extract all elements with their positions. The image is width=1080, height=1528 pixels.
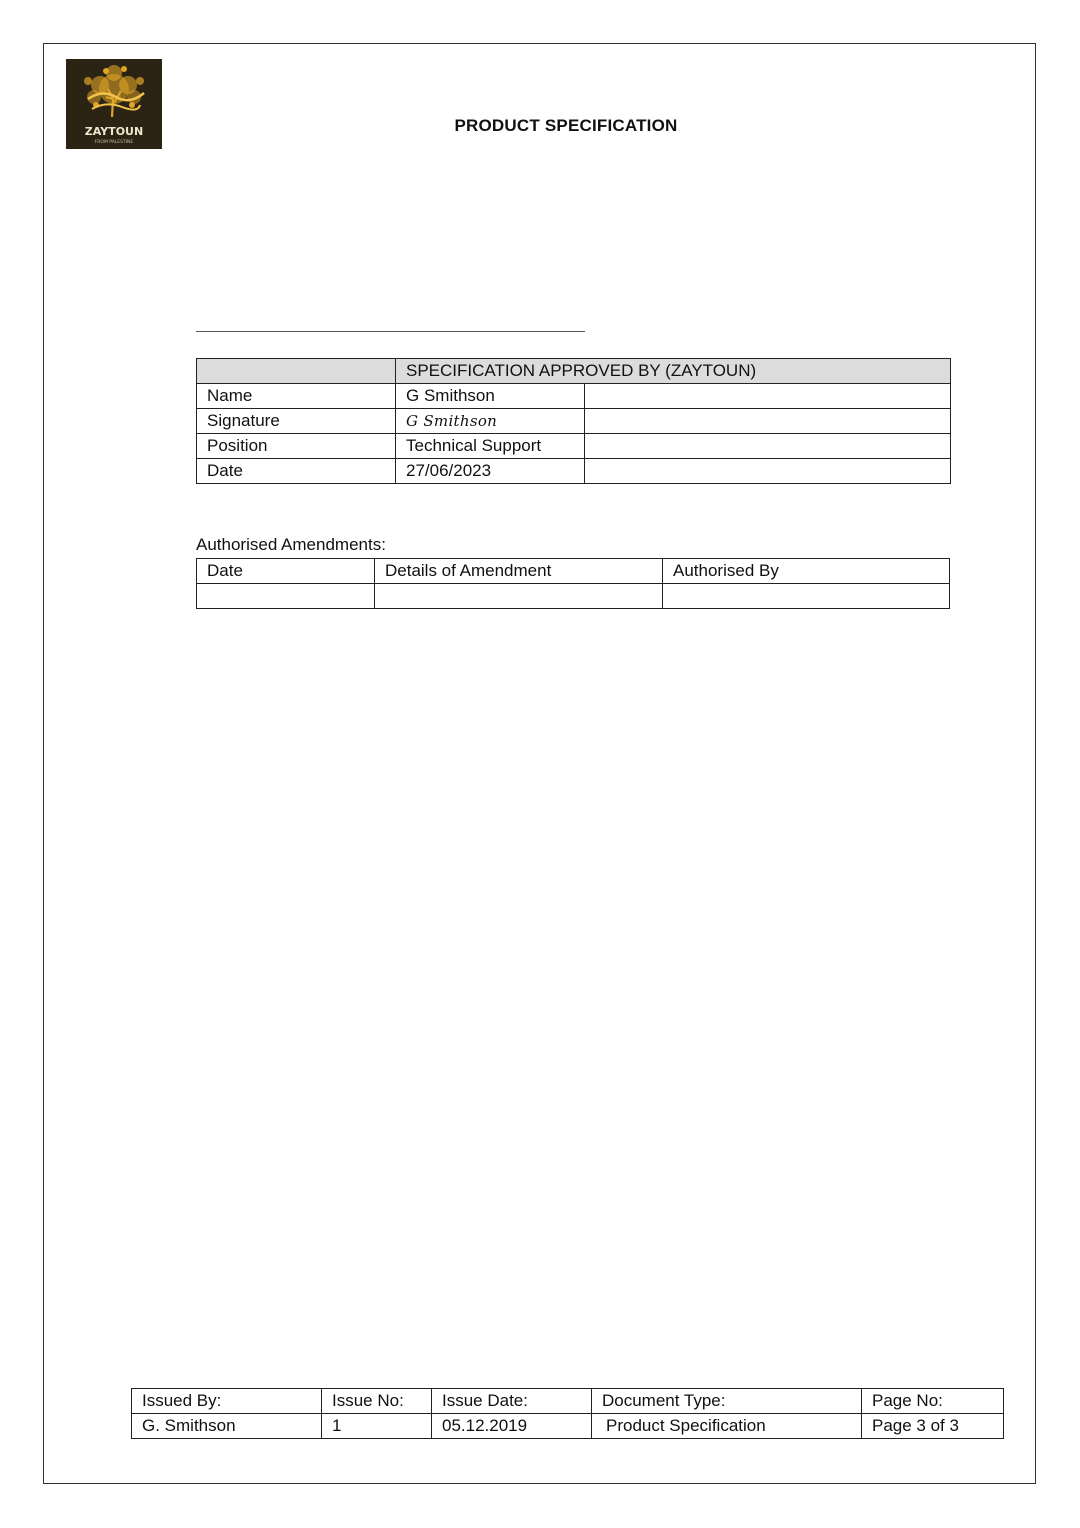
footer-issue-no: 1 bbox=[322, 1414, 432, 1439]
footer-issue-date: 05.12.2019 bbox=[432, 1414, 592, 1439]
approval-table bbox=[196, 358, 951, 484]
footer-header: Issue Date: bbox=[432, 1389, 592, 1414]
footer-header: Issue No: bbox=[322, 1389, 432, 1414]
footer-page-no: Page 3 of 3 bbox=[862, 1414, 1004, 1439]
footer-header: Issued By: bbox=[132, 1389, 322, 1414]
amendments-cell bbox=[663, 584, 950, 609]
approval-empty-cell bbox=[585, 459, 951, 484]
approval-row bbox=[197, 459, 951, 484]
approval-value: 27/06/2023 bbox=[396, 459, 585, 484]
amendments-cell bbox=[375, 584, 663, 609]
approval-row bbox=[197, 384, 951, 409]
approval-label: Position bbox=[197, 434, 396, 459]
approval-header-blank bbox=[197, 359, 396, 384]
approval-header: SPECIFICATION APPROVED BY (ZAYTOUN) bbox=[396, 359, 951, 384]
approval-row bbox=[197, 434, 951, 459]
footer-table bbox=[131, 1388, 1004, 1439]
footer-header: Page No: bbox=[862, 1389, 1004, 1414]
approval-header-row bbox=[197, 359, 951, 384]
approval-label: Date bbox=[197, 459, 396, 484]
amendments-label: Authorised Amendments: bbox=[196, 535, 386, 554]
footer-issued-by: G. Smithson bbox=[132, 1414, 322, 1439]
amendments-header-row bbox=[197, 559, 950, 584]
footer-value-row bbox=[132, 1414, 1004, 1439]
amendments-header: Details of Amendment bbox=[375, 559, 663, 584]
approval-empty-cell bbox=[585, 409, 951, 434]
logo-tagline: FROM PALESTINE bbox=[94, 140, 134, 145]
approval-label: Signature bbox=[197, 409, 396, 434]
amendments-empty-row bbox=[197, 584, 950, 609]
signature-line bbox=[196, 331, 585, 332]
footer-header: Document Type: bbox=[592, 1389, 862, 1414]
page-border bbox=[43, 43, 1036, 1484]
approval-empty-cell bbox=[585, 384, 951, 409]
amendments-header: Authorised By bbox=[663, 559, 950, 584]
approval-label: Name bbox=[197, 384, 396, 409]
logo-wordmark: ZAYTOUN bbox=[84, 125, 144, 138]
amendments-cell bbox=[197, 584, 375, 609]
approval-value: Technical Support bbox=[396, 434, 585, 459]
amendments-header: Date bbox=[197, 559, 375, 584]
approval-value: G Smithson bbox=[396, 384, 585, 409]
signature-value: G Smithson bbox=[396, 409, 585, 434]
approval-empty-cell bbox=[585, 434, 951, 459]
footer-document-type: Product Specification bbox=[592, 1414, 862, 1439]
footer-header-row bbox=[132, 1389, 1004, 1414]
amendments-table bbox=[196, 558, 950, 609]
approval-row bbox=[197, 409, 951, 434]
document-title: PRODUCT SPECIFICATION bbox=[454, 116, 678, 135]
